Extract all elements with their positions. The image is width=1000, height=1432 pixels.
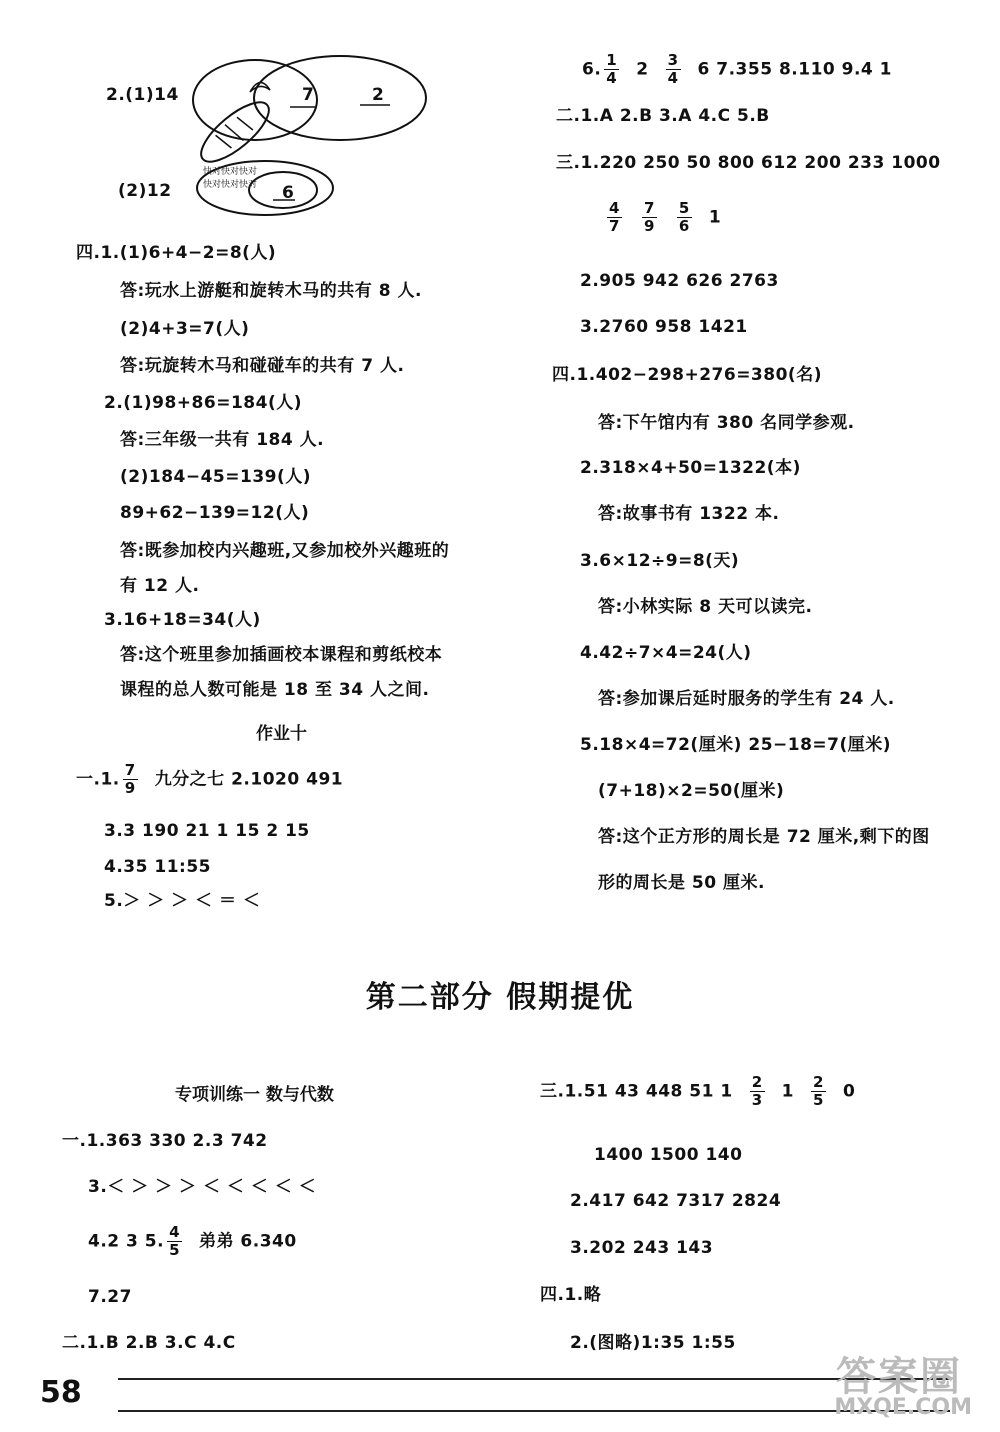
fraction-numerator: 2 bbox=[751, 1073, 763, 1091]
answer-line: 3.202 243 143 bbox=[570, 1238, 714, 1258]
answer-line: 7.27 bbox=[88, 1287, 132, 1307]
answer-text: 九分之七 2.1020 491 bbox=[154, 769, 344, 790]
answer-text: 三.1.51 43 448 51 1 bbox=[540, 1081, 733, 1102]
answer-line: 四.1.(1)6+4−2=8(人) bbox=[76, 243, 277, 263]
answer-line: 答:下午馆内有 380 名同学参观. bbox=[598, 413, 855, 433]
answer-text: 一.1. bbox=[76, 769, 120, 790]
answer-line: 4.42÷7×4=24(人) bbox=[580, 643, 752, 663]
answer-line: (2)12 bbox=[118, 181, 172, 201]
fraction-numerator: 1 bbox=[606, 51, 618, 69]
answer-line: 四.1.402−298+276=380(名) bbox=[552, 365, 822, 385]
answer-line: 有 12 人. bbox=[120, 576, 200, 596]
fraction-denominator: 4 bbox=[606, 69, 618, 87]
venn-value: 2 bbox=[372, 85, 385, 105]
answer-line: 2.417 642 7317 2824 bbox=[570, 1191, 782, 1211]
fraction bbox=[666, 52, 681, 87]
answer-line: 形的周长是 50 厘米. bbox=[598, 873, 765, 893]
answer-text: 1 bbox=[781, 1081, 794, 1102]
answer-line: 答:小林实际 8 天可以读完. bbox=[598, 597, 813, 617]
answer-line: 答:这个班里参加插画校本课程和剪纸校本 bbox=[120, 645, 443, 665]
fraction-denominator: 9 bbox=[643, 217, 655, 235]
answer-line: 3.3 190 21 1 15 2 15 bbox=[104, 821, 310, 841]
answer-line: 答:玩旋转木马和碰碰车的共有 7 人. bbox=[120, 356, 405, 376]
fraction bbox=[167, 1224, 182, 1259]
venn-value: 7 bbox=[302, 85, 315, 105]
fraction-numerator: 4 bbox=[169, 1223, 181, 1241]
answer-line: 答:这个正方形的周长是 72 厘米,剩下的图 bbox=[598, 827, 930, 847]
watermark-url: MXQE.COM bbox=[834, 1395, 972, 1420]
fraction-denominator: 5 bbox=[169, 1241, 181, 1259]
venn-diagram-1 bbox=[190, 52, 430, 172]
answer-line: 答:既参加校内兴趣班,又参加校外兴趣班的 bbox=[120, 541, 450, 561]
fraction-numerator: 2 bbox=[813, 1073, 824, 1091]
answer-line: 3.6×12÷9=8(天) bbox=[580, 551, 740, 571]
answer-text: 1 bbox=[708, 207, 722, 228]
answer-line: 3.2760 958 1421 bbox=[580, 317, 748, 337]
venn-stamp-text: 快对快对快对 bbox=[203, 180, 258, 190]
section-heading: 专项训练一 数与代数 bbox=[175, 1085, 334, 1105]
fraction-numerator: 3 bbox=[667, 51, 679, 69]
fraction bbox=[642, 200, 657, 235]
venn-stamp-text: 快对快对快对 bbox=[203, 167, 258, 177]
answer-line: 二.1.B 2.B 3.C 4.C bbox=[62, 1333, 236, 1353]
answer-line bbox=[540, 1074, 855, 1109]
answer-line: 2.(1)98+86=184(人) bbox=[104, 393, 302, 413]
answer-line: 89+62−139=12(人) bbox=[120, 503, 310, 523]
answer-line: (7+18)×2=50(厘米) bbox=[598, 781, 785, 801]
part-title: 第二部分 假期提优 bbox=[365, 980, 635, 1015]
answer-line: 答:玩水上游艇和旋转木马的共有 8 人. bbox=[120, 281, 422, 301]
answer-line: 二.1.A 2.B 3.A 4.C 5.B bbox=[556, 106, 770, 126]
answer-line: 答:参加课后延时服务的学生有 24 人. bbox=[598, 689, 895, 709]
answer-text: 2 bbox=[636, 59, 649, 80]
answer-text: 弟弟 6.340 bbox=[199, 1231, 297, 1252]
footer-rule bbox=[118, 1378, 950, 1380]
fraction-numerator: 7 bbox=[124, 761, 136, 779]
answer-text: 6 7.355 8.110 9.4 1 bbox=[697, 59, 893, 80]
fraction-denominator: 9 bbox=[124, 779, 136, 797]
answer-line: 2.(图略)1:35 1:55 bbox=[570, 1333, 736, 1353]
answer-line: 2.905 942 626 2763 bbox=[580, 271, 779, 291]
answer-line: 三.1.220 250 50 800 612 200 233 1000 bbox=[556, 153, 941, 173]
fraction bbox=[750, 1074, 765, 1109]
fraction-denominator: 3 bbox=[751, 1091, 763, 1109]
answer-line: 5.18×4=72(厘米) 25−18=7(厘米) bbox=[580, 735, 892, 755]
fraction-denominator: 5 bbox=[813, 1091, 824, 1109]
footer-rule bbox=[118, 1410, 950, 1412]
answer-text: 6. bbox=[582, 59, 602, 80]
fraction bbox=[607, 200, 622, 235]
answer-text: 0 bbox=[842, 1081, 856, 1102]
answer-line bbox=[76, 762, 343, 797]
answer-line: 3.＜ ＞ ＞ ＞ ＜ ＜ ＜ ＜ ＜ bbox=[88, 1177, 317, 1197]
fraction-denominator: 7 bbox=[609, 217, 620, 235]
answer-line: 3.16+18=34(人) bbox=[104, 610, 261, 630]
fraction-numerator: 4 bbox=[609, 199, 620, 217]
answer-line: 2.(1)14 bbox=[106, 85, 179, 105]
answer-line: 四.1.略 bbox=[540, 1285, 602, 1305]
answer-line bbox=[604, 200, 721, 235]
fraction-numerator: 5 bbox=[678, 199, 690, 217]
answer-line bbox=[88, 1224, 297, 1259]
answer-line: 5.＞ ＞ ＞ ＜ ＝ ＜ bbox=[104, 891, 261, 911]
answer-line: 一.1.363 330 2.3 742 bbox=[62, 1131, 268, 1151]
answer-line: 答:三年级一共有 184 人. bbox=[120, 430, 325, 450]
venn-value: 6 bbox=[282, 183, 295, 203]
fraction bbox=[677, 200, 692, 235]
fraction-denominator: 4 bbox=[667, 69, 679, 87]
answer-line: (2)4+3=7(人) bbox=[120, 319, 250, 339]
fraction bbox=[604, 52, 619, 87]
page-number: 58 bbox=[40, 1375, 82, 1410]
answer-line: 4.35 11:55 bbox=[104, 857, 211, 877]
answer-line bbox=[582, 52, 892, 87]
section-heading: 作业十 bbox=[256, 724, 307, 744]
answer-line: 课程的总人数可能是 18 至 34 人之间. bbox=[120, 680, 430, 700]
watermark-logo: 答案圈 bbox=[836, 1354, 962, 1400]
fraction-numerator: 7 bbox=[643, 199, 655, 217]
answer-text: 4.2 3 5. bbox=[88, 1231, 165, 1252]
answer-line: 答:故事书有 1322 本. bbox=[598, 504, 780, 524]
answer-line: 1400 1500 140 bbox=[594, 1145, 743, 1165]
fraction bbox=[811, 1074, 826, 1109]
answer-line: (2)184−45=139(人) bbox=[120, 467, 312, 487]
answer-line: 2.318×4+50=1322(本) bbox=[580, 458, 801, 478]
fraction-denominator: 6 bbox=[678, 217, 690, 235]
fraction bbox=[123, 762, 138, 797]
